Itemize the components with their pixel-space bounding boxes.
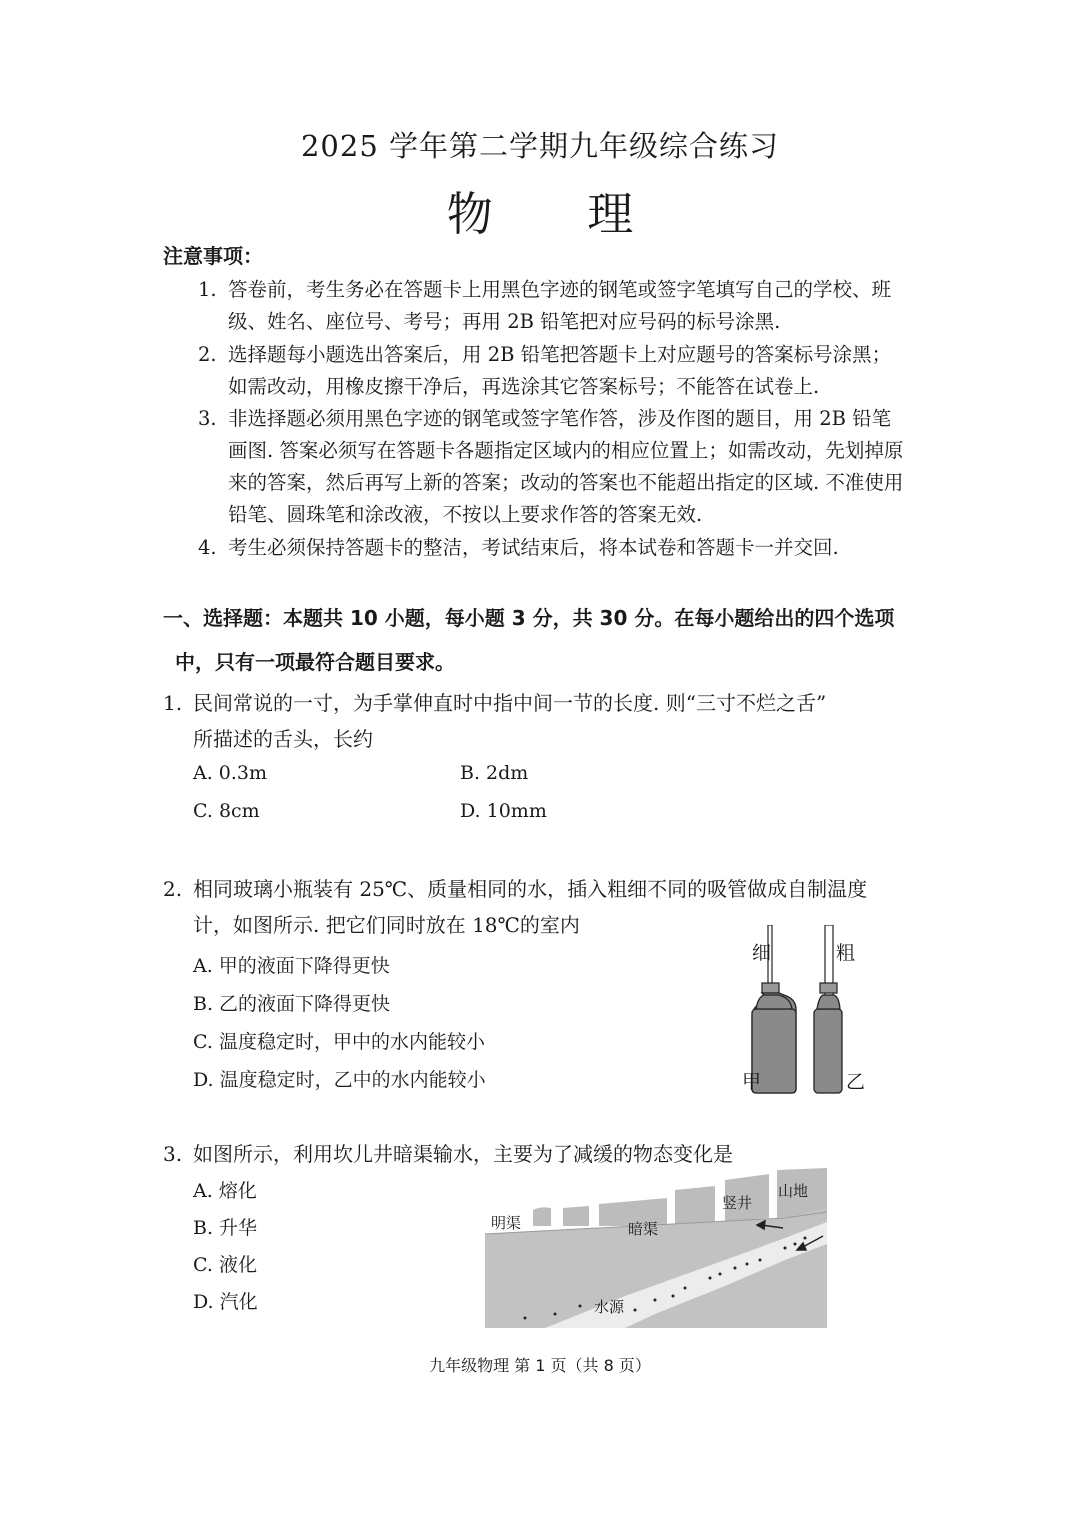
option-a: A. 熔化 — [193, 1180, 257, 1202]
option-c: C. 8cm — [193, 800, 260, 822]
question-2-number: 2. — [163, 877, 183, 901]
label-mountain: 山地 — [778, 1182, 809, 1200]
question-1-number: 1. — [163, 691, 183, 715]
option-c: C. 液化 — [193, 1254, 257, 1276]
section-heading-line2: 中，只有一项最符合题目要求。 — [175, 650, 455, 674]
question-1-line1: 民间常说的一寸，为手掌伸直时中指中间一节的长度. 则“三寸不烂之舌” — [193, 691, 827, 715]
question-1-line2: 所描述的舌头，长约 — [193, 727, 373, 751]
note-text: 选择题每小题选出答案后，用 2B 铅笔把答题卡上对应题号的答案标号涂黑；如需改动，用橡皮擦干净后，再选涂其它答案标号；不能答在试卷上. — [228, 343, 892, 398]
label-thin: 细 — [752, 942, 772, 964]
option-c: C. 温度稳定时，甲中的水内能较小 — [193, 1031, 485, 1053]
note-number: 1. — [198, 278, 217, 301]
question-3-number: 3. — [163, 1142, 183, 1166]
question-1-stem — [193, 685, 923, 757]
note-text: 非选择题必须用黑色字迹的钢笔或签字笔作答，涉及作图的题目，用 2B 铅笔画图. 答案必须写在答题卡各题指定区域内的相应位置上；如需改动，先划掉原来的答案，然后再写上新的答案；改动的答案也不能超出指定的区域. 不准使用铅笔、圆珠笔和涂改液，不按以上要求作答的答案无效. — [228, 407, 904, 526]
option-d: D. 汽化 — [193, 1291, 258, 1313]
page-footer: 九年级物理 第 1 页（共 8 页） — [429, 1356, 651, 1375]
option-b: B. 升华 — [193, 1217, 258, 1239]
option-d: D. 10mm — [460, 800, 547, 822]
label-water-source: 水源 — [594, 1298, 625, 1316]
subject-title: 物 理 — [446, 187, 674, 241]
note-number: 4. — [198, 536, 217, 559]
note-text: 答卷前，考生务必在答题卡上用黑色字迹的钢笔或签字笔填写自己的学校、班级、姓名、座位号、考号；再用 2B 铅笔把对应号码的标号涂黑. — [228, 278, 892, 333]
label-yi: 乙 — [846, 1071, 866, 1093]
note-number: 3. — [198, 407, 217, 430]
label-thick: 粗 — [836, 942, 856, 964]
exam-title: 2025 学年第二学期九年级综合练习 — [300, 129, 780, 163]
label-jia: 甲 — [742, 1071, 762, 1093]
question-2-line2: 计，如图所示. 把它们同时放在 18℃的室内 — [193, 913, 580, 937]
label-shaft: 竖井 — [722, 1194, 753, 1212]
label-open-canal: 明渠 — [491, 1214, 522, 1232]
ground-block — [563, 1206, 589, 1226]
label-hidden-canal: 暗渠 — [628, 1220, 659, 1238]
section-heading-line1: 一、选择题：本题共 10 小题，每小题 3 分，共 30 分。在每小题给出的四个选项 — [163, 606, 895, 630]
note-text: 考生必须保持答题卡的整洁，考试结束后，将本试卷和答题卡一并交回. — [228, 536, 839, 559]
option-a: A. 0.3m — [193, 762, 268, 784]
section-heading — [163, 596, 923, 684]
option-a: A. 甲的液面下降得更快 — [193, 955, 390, 977]
option-b: B. 2dm — [460, 762, 529, 784]
ground-block — [533, 1207, 551, 1226]
notes-heading: 注意事项： — [163, 244, 263, 268]
question-3-stem: 如图所示，利用坎儿井暗渠输水，主要为了减缓的物态变化是 — [193, 1142, 733, 1166]
note-number: 2. — [198, 343, 217, 366]
ground-block — [675, 1186, 715, 1226]
question-2-line1: 相同玻璃小瓶装有 25℃、质量相同的水，插入粗细不同的吸管做成自制温度 — [193, 877, 868, 901]
option-d: D. 温度稳定时，乙中的水内能较小 — [193, 1069, 486, 1091]
bottle-yi — [814, 983, 842, 1093]
option-b: B. 乙的液面下降得更快 — [193, 993, 391, 1015]
